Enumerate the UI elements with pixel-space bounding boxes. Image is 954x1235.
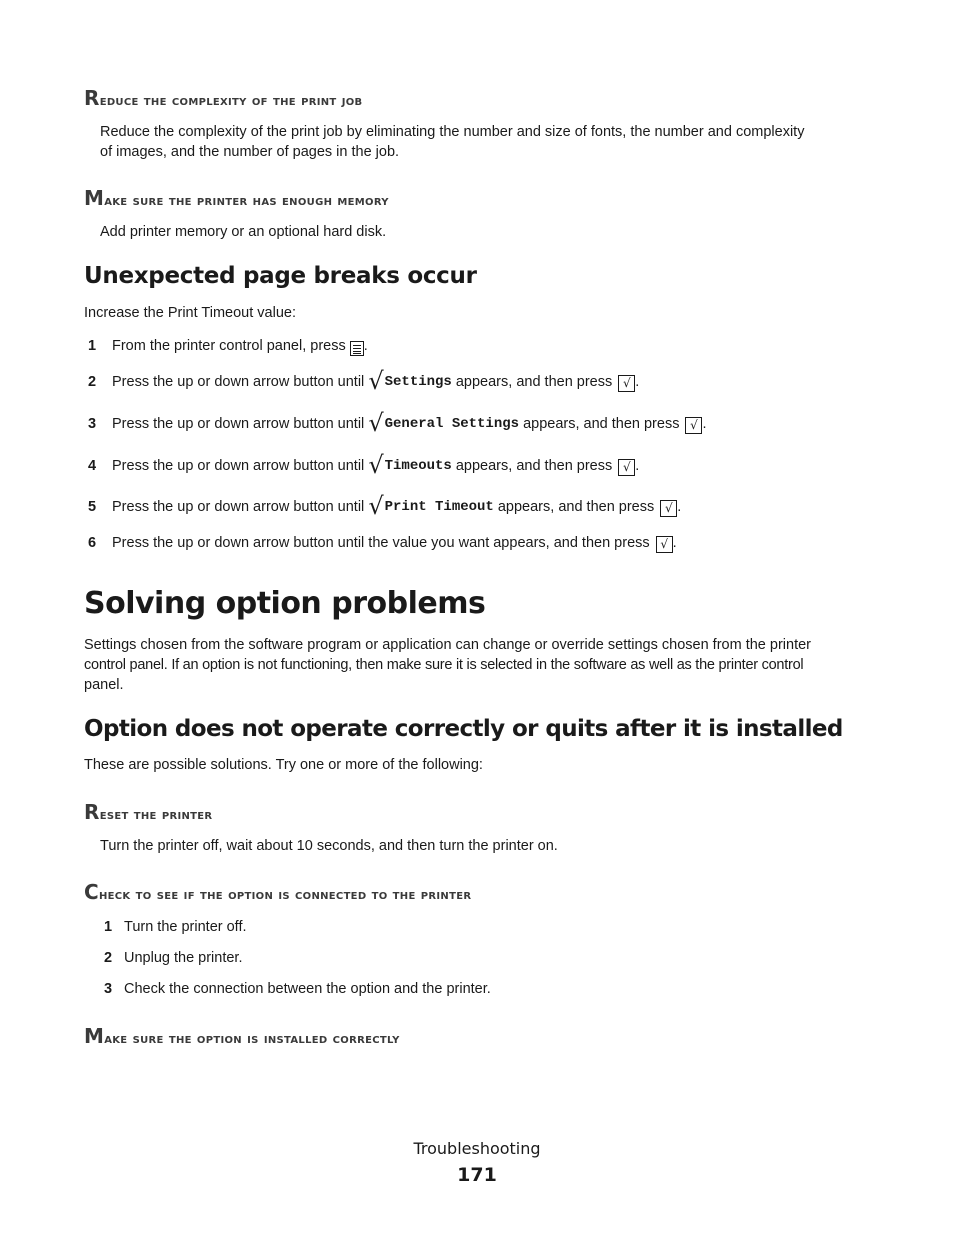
list-item [88,367,640,395]
menu-setting-code: General Settings [384,416,520,432]
solving-text-line-2: control panel. If an option is not functioning, then make sure it is selected in the software as well as the printer control [84,657,804,673]
list-item [104,917,247,937]
heading-reset-printer: Reset the printer [84,800,213,824]
solving-text-line-3: panel. [84,677,124,693]
step-text-post: appears, and then press [455,374,613,390]
heading-check-connected: Check to see if the option is connected to the printer [84,880,472,904]
list-item [88,336,368,356]
step-number: 1 [104,919,113,935]
heading-installed-correctly: Make sure the option is installed correctly [84,1024,400,1048]
menu-setting-code: Timeouts [384,458,452,474]
select-button-icon: √ [618,459,635,476]
step-text: Press the up or down arrow button until [112,458,365,474]
step-text-end: . [635,458,640,474]
page-number: 171 [457,1164,497,1186]
step-number: 5 [88,499,97,515]
reset-text: Turn the printer off, wait about 10 seconds, and then turn the printer on. [100,838,558,854]
step-text: From the printer control panel, press [112,338,346,354]
heading-page-breaks: Unexpected page breaks occur [84,263,477,289]
step-number: 1 [88,338,97,354]
list-item [104,979,491,999]
step-number: 2 [88,374,97,390]
list-item [104,948,243,968]
list-item [88,492,682,520]
step-text-end: . [702,416,707,432]
step-text: Turn the printer off. [124,919,247,935]
reduce-text-line-2: of images, and the number of pages in the job. [100,144,400,160]
check-icon: √ [368,409,384,437]
option-not-operate-intro: These are possible solutions. Try one or more of the following: [84,757,483,773]
step-text-end: . [635,374,640,390]
select-button-icon: √ [618,375,635,392]
step-text-post: appears, and then press [497,499,655,515]
heading-reduce-complexity: Reduce the complexity of the print job [84,86,363,110]
select-button-icon: √ [685,417,702,434]
solving-text-line-1: Settings chosen from the software program or application can change or override settings chosen from the printer [84,637,811,653]
step-number: 6 [88,535,97,551]
check-icon: √ [368,451,384,479]
heading-option-not-operate: Option does not operate correctly or quits after it is installed [84,716,843,742]
check-icon: √ [368,367,384,395]
step-text: Press the up or down arrow button until the value you want appears, and then press [112,535,650,551]
step-text-post: appears, and then press [455,458,613,474]
heading-solving-option-problems: Solving option problems [84,586,486,621]
step-number: 3 [104,981,113,997]
page-breaks-intro: Increase the Print Timeout value: [84,305,296,321]
check-icon: √ [368,492,384,520]
step-text: Press the up or down arrow button until [112,499,365,515]
step-text: Unplug the printer. [124,950,243,966]
list-item [88,533,677,553]
menu-setting-code: Settings [384,374,452,390]
list-item [88,451,640,479]
step-text: Check the connection between the option and the printer. [124,981,491,997]
footer-section-label: Troubleshooting [413,1139,541,1158]
select-button-icon: √ [656,536,673,553]
footer [0,1139,954,1186]
step-number: 3 [88,416,97,432]
step-text: Press the up or down arrow button until [112,374,365,390]
step-text-post: appears, and then press [523,416,680,432]
step-number: 2 [104,950,113,966]
menu-icon [350,341,364,356]
select-button-icon: √ [660,500,677,517]
step-text-end: . [363,338,368,354]
memory-text: Add printer memory or an optional hard disk. [100,224,387,240]
step-text: Press the up or down arrow button until [112,416,365,432]
step-text-end: . [677,499,682,515]
step-number: 4 [88,458,97,474]
step-text-end: . [672,535,677,551]
menu-setting-code: Print Timeout [384,499,494,515]
heading-enough-memory: Make sure the printer has enough memory [84,186,389,210]
list-item [88,409,707,437]
reduce-text-line-1: Reduce the complexity of the print job by eliminating the number and size of fonts, the number and complexity [100,124,805,140]
